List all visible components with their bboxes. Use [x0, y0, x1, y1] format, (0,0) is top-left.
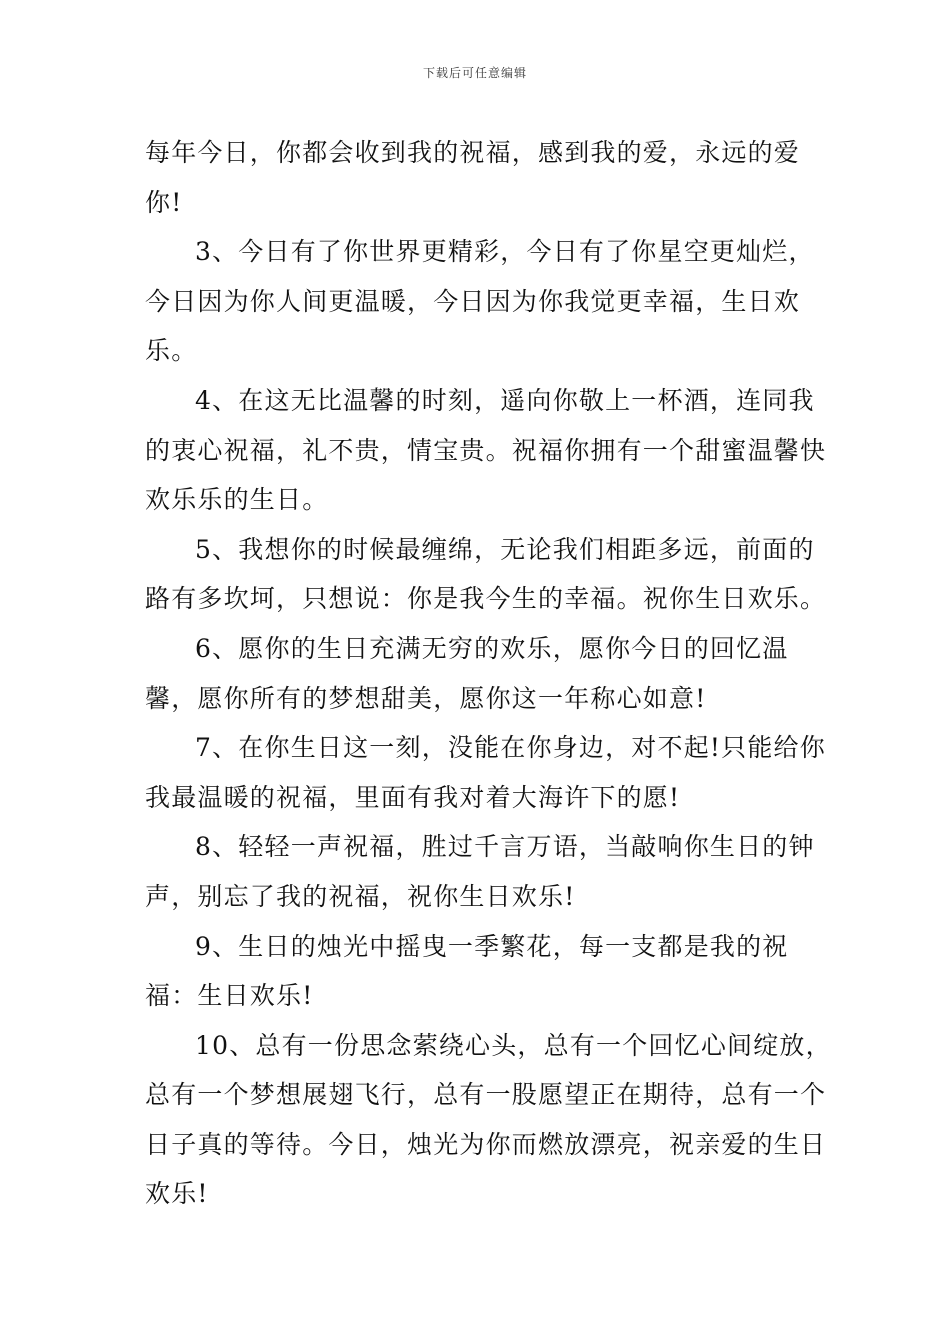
paragraph-item-10: 10、总有一份思念萦绕心头，总有一个回忆心间绽放，总有一个梦想展翅飞行，总有一股愿望正在期待，总有一个日子真的等待。今日，烛光为你而燃放漂亮，祝亲爱的生日欢乐!: [145, 1030, 832, 1209]
paragraph-item-5: 5、我想你的时候最缠绵，无论我们相距多远，前面的路有多坎坷，只想说：你是我今生的幸福。祝你生日欢乐。: [145, 534, 827, 614]
document-body: [145, 128, 835, 1219]
paragraph-item-4: 4、在这无比温馨的时刻，遥向你敬上一杯酒，连同我的衷心祝福，礼不贵，情宝贵。祝福你拥有一个甜蜜温馨快欢乐乐的生日。: [145, 385, 827, 515]
paragraph-item-8: 8、轻轻一声祝福，胜过千言万语，当敲响你生日的钟声，别忘了我的祝福，祝你生日欢乐!: [145, 832, 815, 911]
paragraph-item-9: 9、生日的烛光中摇曳一季繁花，每一支都是我的祝福：生日欢乐!: [145, 931, 789, 1011]
paragraph-item-3: 3、今日有了你世界更精彩，今日有了你星空更灿烂，今日因为你人间更温暖，今日因为你我觉更幸福，生日欢乐。: [145, 237, 815, 366]
paragraph-item-6: 6、愿你的生日充满无穷的欢乐，愿你今日的回忆温馨，愿你所有的梦想甜美，愿你这一年称心如意!: [145, 633, 789, 713]
paragraph-continuation: 每年今日，你都会收到我的祝福，感到我的爱，永远的爱你!: [145, 138, 801, 217]
page-header: 下载后可任意编辑: [422, 66, 527, 80]
paragraph-item-7: 7、在你生日这一刻，没能在你身边，对不起!只能给你我最温暖的祝福，里面有我对着大海许下的愿!: [145, 733, 826, 812]
